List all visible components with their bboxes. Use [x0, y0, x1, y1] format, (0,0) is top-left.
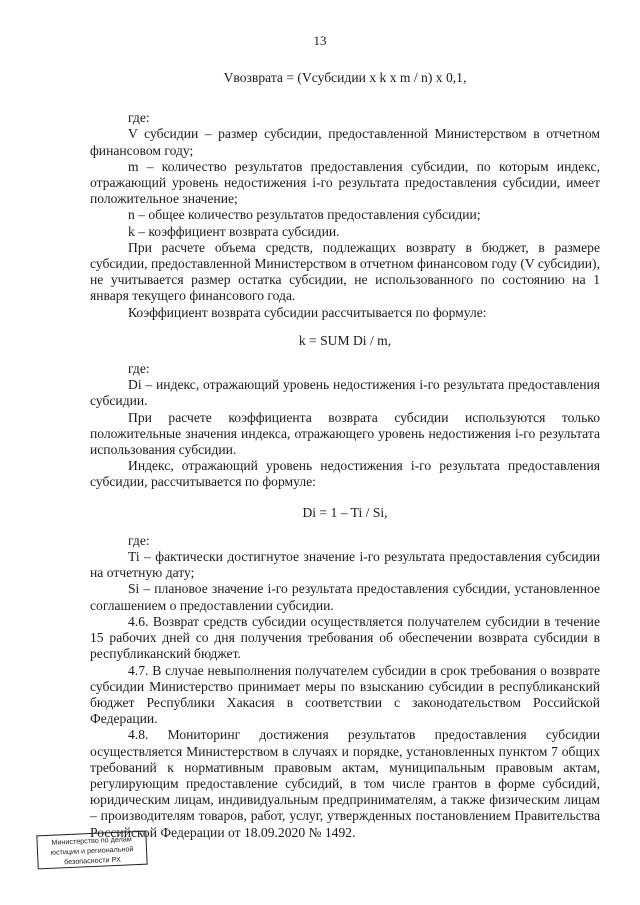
document-body — [90, 70, 600, 841]
paragraph-si-definition: Si – плановое значение i-го результата предоставления субсидии, установленное соглашением о предоставлении субсидии. — [90, 581, 600, 613]
paragraph-positive-values: При расчете коэффициента возврата субсидии используются только положительные значения индекса, отражающего уровень недостижения i-го результата использования субсидии. — [90, 409, 600, 458]
stamp-line-1: Министерство по делам — [51, 834, 132, 847]
paragraph-volume-calculation: При расчете объема средств, подлежащих возврату в бюджет, в размере субсидии, предоставленной Министерством в отчетном финансовом году (V субсидии), не учитывается размер остатка субсидии, не использованного по состоянию на 1 января текущего финансового года. — [90, 239, 600, 304]
paragraph-ti-definition: Ti – фактически достигнутое значение i-го результата предоставления субсидии на отчетную дату; — [90, 549, 600, 581]
stamp-line-3: безопасности РХ — [63, 854, 121, 867]
paragraph-di-formula-intro: Индекс, отражающий уровень недостижения i-го результата предоставления субсидии, рассчитывается по формуле: — [90, 458, 600, 490]
paragraph-m-definition: m – количество результатов предоставления субсидии, по которым индекс, отражающий уровень недостижения i-го результата предоставления субсидии, имеет положительное значение; — [90, 158, 600, 207]
paragraph-4-7: 4.7. В случае невыполнения получателем субсидии в срок требования о возврате субсидии Министерство принимает меры по взысканию субсидии в республиканский бюджет Республики Хакасия в соответствии с законодательством Российской Федерации. — [90, 662, 600, 727]
ministry-stamp — [36, 831, 147, 870]
paragraph-n-definition: n – общее количество результатов предоставления субсидии; — [128, 207, 481, 223]
paragraph-where: где: — [128, 110, 150, 126]
formula-di: Di = 1 – Ti / Si, — [302, 504, 388, 520]
formula-k: k = SUM Di / m, — [298, 332, 392, 348]
paragraph-v-subsidy: V субсидии – размер субсидии, предоставленной Министерством в отчетном финансовом году; — [90, 126, 600, 158]
formula-v-return: Vвозврата = (Vсубсидии x k x m / n) x 0,1, — [223, 70, 467, 85]
stamp-line-2: юстиции и региональной — [50, 844, 134, 857]
paragraph-where-2: где: — [128, 361, 150, 377]
page-number: 13 — [313, 33, 327, 48]
paragraph-4-6: 4.6. Возврат средств субсидии осуществляется получателем субсидии в течение 15 рабочих дней со дня получения требования об обеспечении возврата субсидии в республиканский бюджет. — [90, 613, 600, 662]
paragraph-4-8: 4.8. Мониторинг достижения результатов предоставления субсидии осуществляется Министерством в случаях и порядке, установленных пунктом 7 общих требований к нормативным правовым актам, муниципальным правовым актам, регулирующим предоставление субсидий, в том числе грантов в форме субсидий, юридическим лицам, индивидуальным предпринимателям, а также физическим лицам – производителям товаров, работ, услуг, утвержденных постановлением Правительства Российской Федерации от 18.09.2020 № 1492. — [90, 727, 600, 840]
paragraph-where-3: где: — [128, 532, 150, 548]
paragraph-k-formula-intro: Коэффициент возврата субсидии рассчитывается по формуле: — [128, 304, 487, 320]
paragraph-di-definition: Di – индекс, отражающий уровень недостижения i-го результата предоставления субсидии. — [90, 377, 600, 409]
paragraph-k-definition: k – коэффициент возврата субсидии. — [128, 223, 340, 239]
